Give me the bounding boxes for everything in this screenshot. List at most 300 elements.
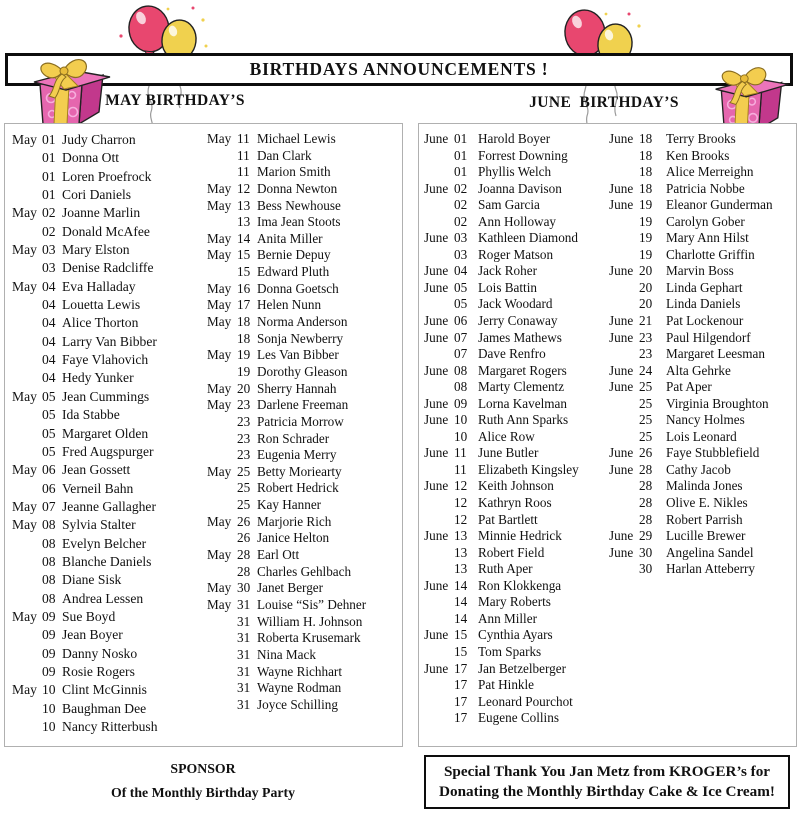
birthday-entry [424,131,579,148]
person-name: Alice Row [478,428,535,444]
month-label: May [207,596,232,612]
person-name: Jack Roher [478,263,537,279]
month-label [207,148,237,165]
day-number: 26 [237,513,251,529]
day-number: 30 [639,561,653,577]
month-label [424,197,454,214]
person-name: Dorothy Gleason [257,363,348,379]
day-number: 09 [42,663,56,679]
person-name: Faye Vlahovich [62,352,149,368]
month-label: May [207,463,232,479]
person-name: Phyllis Welch [478,164,552,180]
month-label [207,564,237,581]
birthday-entry [424,164,579,181]
month-label: May [12,462,37,478]
day-number: 31 [237,680,251,696]
day-number: 25 [639,428,653,444]
person-name: Faye Stubblefield [666,445,760,461]
person-name: Jeanne Gallagher [62,498,156,514]
day-number: 04 [42,370,56,386]
person-name: Baughman Dee [62,700,147,716]
person-name: Wayne Rodman [257,680,342,696]
person-name: Paul Hilgendorf [666,329,751,345]
month-label: June [609,379,634,395]
birthday-entry [424,661,579,678]
birthday-entry [207,281,366,298]
month-label [207,164,237,181]
day-number: 07 [454,346,468,362]
person-name: Lorna Kavelman [478,395,567,411]
birthday-entry [12,204,158,222]
month-label [207,364,237,381]
day-number: 04 [42,333,56,349]
person-name: Denise Radcliffe [62,260,154,276]
month-label [424,694,454,711]
month-label [12,369,42,387]
month-label [12,296,42,314]
birthday-entry [12,149,158,167]
day-number: 20 [639,279,653,295]
person-name: Dan Clark [257,147,312,163]
month-label: May [207,314,232,330]
banner [5,53,793,86]
month-label [609,346,639,363]
month-label [12,663,42,681]
birthday-entry [424,396,579,413]
birthday-entry [424,346,579,363]
day-number: 08 [454,362,468,378]
month-label [12,186,42,204]
day-number: 17 [454,660,468,676]
person-name: Evelyn Belcher [62,535,147,551]
birthday-entry [609,313,773,330]
month-label: June [424,627,449,643]
person-name: Linda Gephart [666,279,743,295]
month-label [424,214,454,231]
day-number: 04 [42,278,56,294]
month-label [424,148,454,165]
person-name: Ann Holloway [478,213,557,229]
month-label [12,626,42,644]
person-name: Virginia Broughton [666,395,769,411]
month-label [207,447,237,464]
may-heading: MAY BIRTHDAY’S [105,92,245,109]
birthday-entry [207,647,366,664]
birthday-entry [207,297,366,314]
month-label [207,697,237,714]
person-name: Earl Ott [257,547,300,563]
banner-title: BIRTHDAYS ANNOUNCEMENTS ! [249,59,549,79]
sponsor-subtitle: Of the Monthly Birthday Party [111,785,295,800]
birthday-entry [207,697,366,714]
person-name: Sam Garcia [478,197,540,213]
person-name: Ron Klokkenga [478,577,562,593]
month-label: June [424,279,449,295]
birthday-entry [424,280,579,297]
birthday-entry [207,397,366,414]
birthday-entry [609,181,773,198]
birthday-entry [609,363,773,380]
day-number: 25 [237,463,251,479]
person-name: Marjorie Rich [257,513,332,529]
birthday-entry [207,597,366,614]
person-name: Verneil Bahn [62,480,134,496]
birthday-entry [207,431,366,448]
person-name: Kathryn Roos [478,495,552,511]
person-name: Elizabeth Kingsley [478,461,579,477]
day-number: 23 [237,397,251,413]
person-name: Cathy Jacob [666,461,731,477]
person-name: Eleanor Gunderman [666,197,773,213]
person-name: Harlan Atteberry [666,561,755,577]
person-name: Judy Charron [62,132,136,147]
birthday-entry [424,644,579,661]
day-number: 21 [639,313,653,329]
birthday-entry [207,530,366,547]
birthday-entry [609,263,773,280]
birthday-entry [424,462,579,479]
month-label [609,247,639,264]
month-label: May [207,230,232,246]
month-label [12,406,42,424]
birthday-entry [609,247,773,264]
month-label [424,164,454,181]
person-name: Lois Battin [478,279,537,295]
birthday-entry [12,516,158,534]
day-number: 25 [639,412,653,428]
day-number: 10 [454,412,468,428]
birthday-entry [12,681,158,699]
person-name: Jerry Conaway [478,313,558,329]
birthday-entry [207,630,366,647]
day-number: 12 [454,511,468,527]
day-number: 03 [454,230,468,246]
birthday-entry [12,333,158,351]
month-label: May [207,397,232,413]
day-number: 01 [454,164,468,180]
month-label [609,412,639,429]
day-number: 19 [237,347,251,363]
birthday-entry [424,478,579,495]
birthday-entry [424,230,579,247]
day-number: 04 [42,315,56,331]
day-number: 28 [237,563,251,579]
month-label: May [207,580,232,596]
month-label [609,396,639,413]
birthday-entry [424,214,579,231]
month-label: May [207,180,232,196]
birthday-entry [207,314,366,331]
day-number: 02 [454,197,468,213]
month-label [12,223,42,241]
person-name: Patricia Morrow [257,413,344,429]
person-name: Helen Nunn [257,297,322,313]
day-number: 28 [237,547,251,563]
day-number: 08 [42,517,56,533]
person-name: Betty Moriearty [257,463,342,479]
month-label [207,630,237,647]
month-label: June [424,329,449,345]
day-number: 28 [639,495,653,511]
person-name: Fred Augspurger [62,443,154,459]
birthday-entry [12,406,158,424]
birthday-entry [424,296,579,313]
person-name: Mary Ann Hilst [666,230,749,246]
birthday-entry [207,331,366,348]
day-number: 06 [454,313,468,329]
day-number: 25 [639,379,653,395]
day-number: 05 [42,388,56,404]
day-number: 18 [639,180,653,196]
day-number: 02 [42,223,56,239]
day-number: 08 [42,590,56,606]
month-label [424,247,454,264]
person-name: Clint McGinnis [62,682,147,698]
month-label [424,594,454,611]
month-label: May [207,513,232,529]
day-number: 10 [454,428,468,444]
month-label: May [207,280,232,296]
day-number: 04 [42,297,56,313]
day-number: 23 [237,430,251,446]
person-name: Eugene Collins [478,710,559,726]
person-name: Ruth Aper [478,561,533,577]
month-label [207,414,237,431]
day-number: 14 [237,230,251,246]
birthday-entry [609,528,773,545]
birthday-entry [609,296,773,313]
day-number: 12 [454,495,468,511]
birthday-entry [207,364,366,381]
person-name: Jack Woodard [478,296,553,312]
kroger-thanks-box [424,755,790,809]
month-label: May [207,131,232,146]
person-name: Donald McAfee [62,223,150,239]
month-label: June [424,445,449,461]
month-label [424,346,454,363]
person-name: Leonard Pourchot [478,693,573,709]
birthday-entry [207,464,366,481]
birthday-entry [424,313,579,330]
month-label [12,718,42,736]
month-label [12,425,42,443]
birthday-entry [12,314,158,332]
month-label: June [424,395,449,411]
birthday-entry [207,480,366,497]
month-label [12,333,42,351]
month-label [424,677,454,694]
person-name: William H. Johnson [257,613,363,629]
day-number: 16 [237,280,251,296]
person-name: Larry Van Bibber [62,333,157,349]
month-label: May [12,132,37,147]
birthday-entry [207,447,366,464]
birthday-entry [609,197,773,214]
month-label [207,614,237,631]
birthday-entry [12,626,158,644]
day-number: 14 [454,610,468,626]
month-label [207,331,237,348]
birthday-entry [609,561,773,578]
birthday-entry [207,247,366,264]
birthday-entry [12,186,158,204]
day-number: 07 [454,329,468,345]
person-name: Angelina Sandel [666,544,754,560]
day-number: 05 [42,407,56,423]
birthday-entry [207,414,366,431]
person-name: Mary Elston [62,242,130,258]
person-name: Alice Thorton [62,315,139,331]
day-number: 26 [237,530,251,546]
month-label: June [609,313,634,329]
day-number: 31 [237,596,251,612]
day-number: 15 [454,627,468,643]
may-list-box [4,123,403,747]
day-number: 11 [454,461,467,477]
day-number: 18 [639,164,653,180]
month-label [424,644,454,661]
person-name: Ruth Ann Sparks [478,412,569,428]
person-name: Norma Anderson [257,314,348,330]
person-name: Pat Aper [666,379,712,395]
month-label: May [12,498,37,514]
birthday-entry [424,561,579,578]
birthday-entry [12,131,158,149]
person-name: Edward Pluth [257,264,330,280]
birthday-entry [424,379,579,396]
day-number: 28 [639,478,653,494]
person-name: Dave Renfro [478,346,546,362]
person-name: Forrest Downing [478,147,568,163]
person-name: Rosie Rogers [62,663,135,679]
day-number: 24 [639,362,653,378]
birthday-entry [424,710,579,727]
birthday-entry [207,564,366,581]
day-number: 13 [454,544,468,560]
birthday-entry [424,611,579,628]
birthday-entry [424,545,579,562]
day-number: 05 [454,296,468,312]
month-label [609,230,639,247]
day-number: 31 [237,613,251,629]
day-number: 11 [237,147,250,163]
person-name: Jean Boyer [62,627,123,643]
birthday-entry [609,230,773,247]
person-name: Pat Bartlett [478,511,538,527]
person-name: Ida Stabbe [62,407,120,423]
day-number: 11 [237,164,250,180]
person-name: Cori Daniels [62,187,132,203]
person-name: Alta Gehrke [666,362,731,378]
day-number: 18 [237,330,251,346]
month-label [609,148,639,165]
day-number: 28 [639,461,653,477]
day-number: 30 [237,580,251,596]
person-name: Blanche Daniels [62,553,152,569]
day-number: 02 [42,205,56,221]
day-number: 01 [42,150,56,166]
birthday-entry [424,627,579,644]
person-name: Kathleen Diamond [478,230,578,246]
birthday-entry [424,181,579,198]
month-label [12,168,42,186]
birthday-entry [424,429,579,446]
birthday-entry [424,412,579,429]
day-number: 12 [454,478,468,494]
person-name: Louise “Sis” Dehner [257,596,367,612]
person-name: Lois Leonard [666,428,737,444]
month-label [424,429,454,446]
thanks-line-2: Donating the Monthly Birthday Cake & Ice Cream! [439,783,775,800]
birthday-entry [609,478,773,495]
month-label: June [609,528,634,544]
birthday-entry [609,512,773,529]
person-name: Janet Berger [257,580,324,596]
birthday-entry [424,694,579,711]
birthday-entry [12,590,158,608]
month-label [207,431,237,448]
birthday-entry [12,498,158,516]
day-number: 05 [42,443,56,459]
birthday-entry [207,164,366,181]
person-name: Hedy Yunker [62,370,134,386]
day-number: 23 [639,346,653,362]
month-label [207,647,237,664]
birthday-entry [424,263,579,280]
birthday-entry [609,148,773,165]
sponsor-title: SPONSOR [170,761,236,776]
day-number: 18 [237,314,251,330]
person-name: Malinda Jones [666,478,743,494]
person-name: Nancy Holmes [666,412,745,428]
month-label [609,478,639,495]
person-name: Donna Goetsch [257,280,339,296]
month-label [207,530,237,547]
person-name: Michael Lewis [257,131,336,146]
birthday-entry [207,198,366,215]
month-label [12,149,42,167]
day-number: 01 [454,147,468,163]
day-number: 09 [454,395,468,411]
month-label: June [609,362,634,378]
birthday-entry [12,571,158,589]
month-label: June [609,131,634,146]
person-name: Keith Johnson [478,478,554,494]
birthday-entry [12,296,158,314]
day-number: 07 [42,498,56,514]
birthday-entry [12,443,158,461]
person-name: Marty Clementz [478,379,565,395]
person-name: Janice Helton [257,530,330,546]
day-number: 30 [639,544,653,560]
birthday-entry [609,396,773,413]
month-label: June [424,660,449,676]
birthday-entry [12,369,158,387]
day-number: 14 [454,577,468,593]
month-label [424,512,454,529]
birthday-entry [609,412,773,429]
day-number: 05 [454,279,468,295]
day-number: 23 [639,329,653,345]
birthday-entry [207,580,366,597]
month-label [609,429,639,446]
birthday-entry [12,278,158,296]
month-label: May [12,517,37,533]
person-name: Nina Mack [257,646,316,662]
person-name: Ron Schrader [257,430,330,446]
day-number: 19 [639,246,653,262]
day-number: 18 [639,147,653,163]
